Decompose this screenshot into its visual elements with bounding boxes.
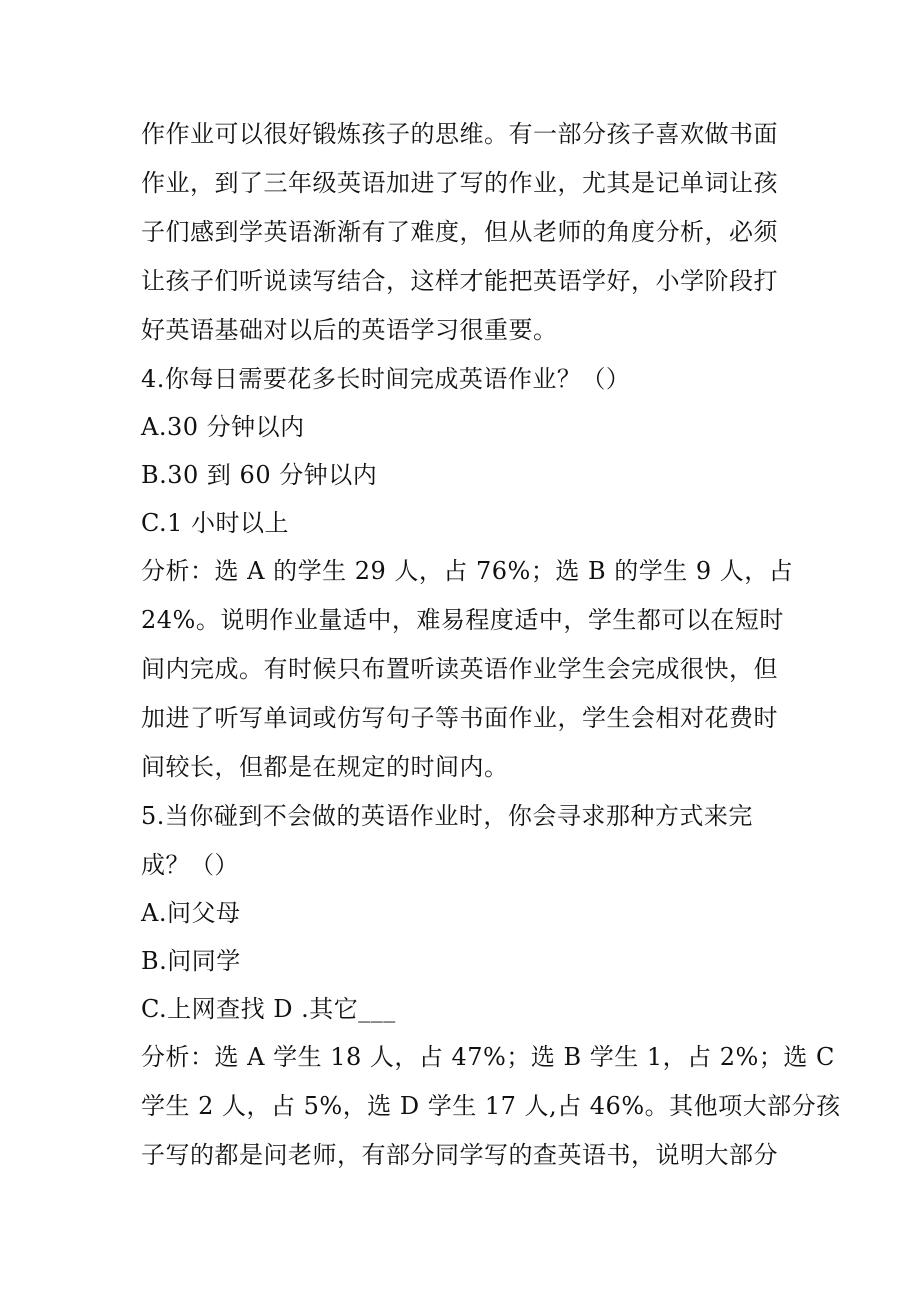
paragraph-line: 好英语基础对以后的英语学习很重要。 (141, 316, 558, 344)
question-4-option-c: C.1 小时以上 (141, 509, 290, 537)
question-4-option-a: A.30 分钟以内 (141, 413, 305, 441)
question-4-option-b: B.30 到 60 分钟以内 (141, 461, 378, 489)
paragraph-line: 子们感到学英语渐渐有了难度，但从老师的角度分析，必须 (141, 218, 778, 246)
question-5-option-b: B.问同学 (141, 947, 241, 975)
analysis-line: 间内完成。有时候只布置听读英语作业学生会完成很快，但 (141, 655, 778, 683)
analysis-line: 分析：选 A 的学生 29 人，占 76%；选 B 的学生 9 人，占 (141, 557, 794, 585)
question-5-continuation: 成？（） (141, 851, 239, 879)
analysis-line: 子写的都是问老师，有部分同学写的查英语书，说明大部分 (141, 1141, 778, 1169)
question-5-option-a: A.问父母 (141, 899, 241, 927)
analysis-line: 学生 2 人，占 5%，选 D 学生 17 人,占 46%。其他项大部分孩 (141, 1092, 841, 1120)
question-5: 5.当你碰到不会做的英语作业时，你会寻求那种方式来完 (141, 802, 753, 830)
analysis-line: 间较长，但都是在规定的时间内。 (141, 753, 509, 781)
analysis-line: 24%。说明作业量适中，难易程度适中，学生都可以在短时 (141, 606, 784, 634)
paragraph-line: 让孩子们听说读写结合，这样才能把英语学好，小学阶段打 (141, 267, 778, 295)
question-4: 4.你每日需要花多长时间完成英语作业？（） (141, 365, 631, 393)
paragraph-line: 作业，到了三年级英语加进了写的作业，尤其是记单词让孩 (141, 169, 778, 197)
analysis-line: 加进了听写单词或仿写句子等书面作业，学生会相对花费时 (141, 704, 778, 732)
paragraph-line: 作作业可以很好锻炼孩子的思维。有一部分孩子喜欢做书面 (141, 120, 778, 148)
question-5-option-c-d: C.上网查找 D .其它___ (141, 995, 396, 1023)
analysis-line: 分析：选 A 学生 18 人，占 47%；选 B 学生 1，占 2%；选 C (141, 1043, 835, 1071)
